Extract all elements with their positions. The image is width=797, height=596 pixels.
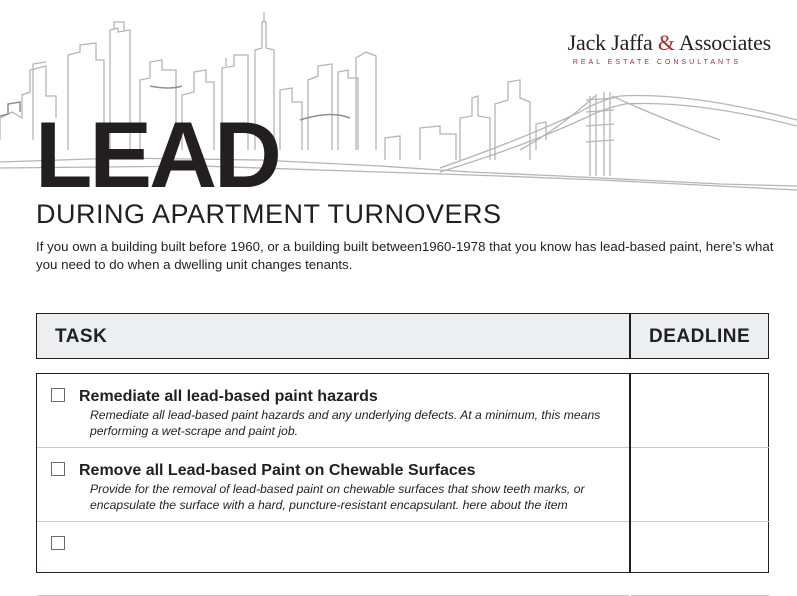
deadline-cell[interactable] <box>631 448 769 522</box>
brand-ampersand: & <box>657 30 675 55</box>
task-table <box>36 373 769 573</box>
task-description: Provide for the removal of lead-based paint on chewable surfaces that show teeth marks, or encapsulate the surface with a hard, puncture-resistant encapsulant. here about the item <box>90 482 585 512</box>
checkbox-icon[interactable] <box>51 388 65 402</box>
deadline-cell[interactable] <box>631 374 769 448</box>
checkbox-icon[interactable] <box>51 536 65 550</box>
document-title: LEAD <box>35 102 279 207</box>
brand-logo <box>568 30 771 66</box>
header-task: TASK <box>55 326 108 347</box>
table-row <box>37 522 629 596</box>
checkbox-icon[interactable] <box>51 462 65 476</box>
brand-tagline: REAL ESTATE CONSULTANTS <box>572 59 741 66</box>
deadline-cell[interactable] <box>631 522 769 596</box>
table-row <box>37 374 629 448</box>
body-divider <box>629 374 631 572</box>
header-divider <box>629 314 631 358</box>
table-header <box>36 313 769 359</box>
document-subtitle: DURING APARTMENT TURNOVERS <box>36 199 502 229</box>
header-deadline: DEADLINE <box>649 326 751 347</box>
task-description: Remediate all lead-based paint hazards and any underlying defects. At a minimum, this means performing a wet-scrape and paint job. <box>90 408 601 438</box>
intro-paragraph: If you own a building built before 1960, or a building built between1960-1978 that you know has lead-based paint, here’s what you need to do when a dwelling unit changes tenants. <box>36 239 774 272</box>
task-title: Remove all Lead-based Paint on Chewable Surfaces <box>79 462 476 479</box>
task-title: Remediate all lead-based paint hazards <box>79 388 378 405</box>
brand-name: Jack Jaffa & Associates <box>567 30 771 55</box>
table-row <box>37 448 629 522</box>
